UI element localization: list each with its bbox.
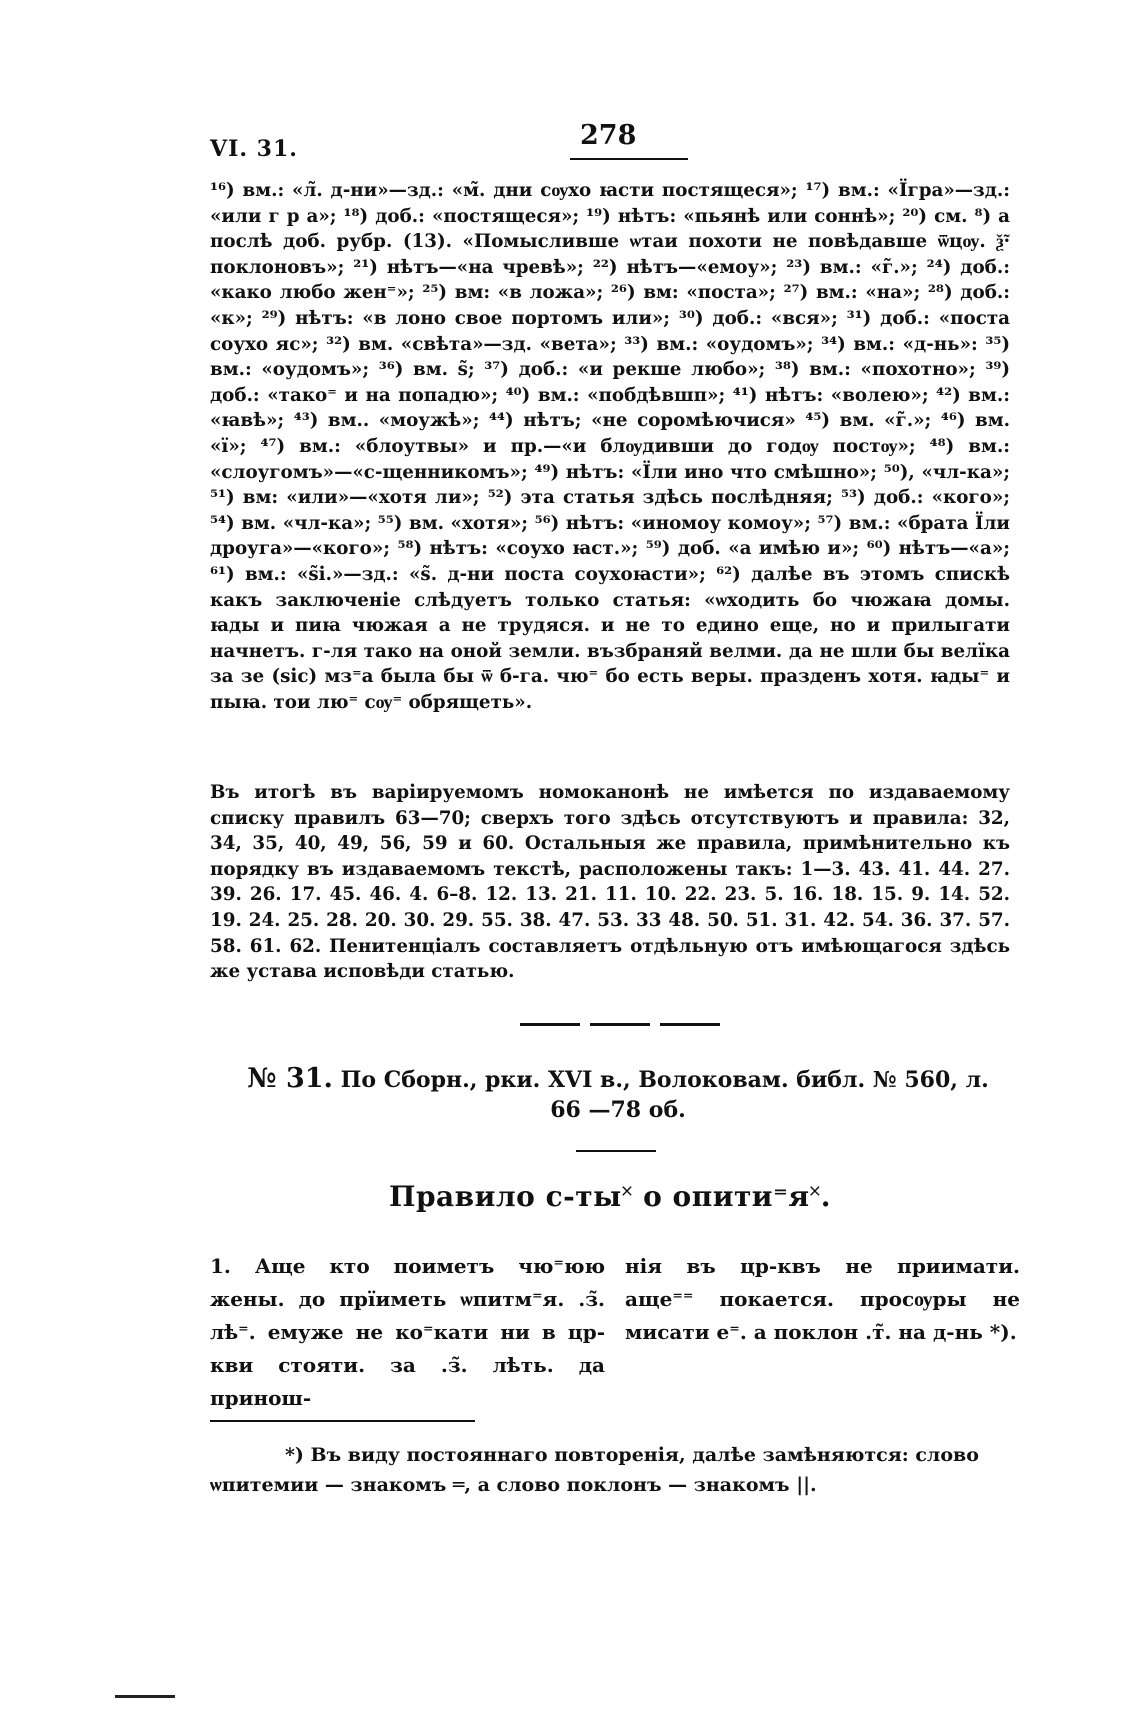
- page-header: [210, 120, 990, 180]
- header-rule: [570, 158, 688, 160]
- section-label: VI. 31.: [210, 136, 298, 162]
- separator-dash: [520, 1023, 580, 1026]
- document-heading: [238, 1064, 998, 1125]
- rule-1-right-column: нія въ цр-квъ не приимати. аще⁼⁼ покается. просѹры не мисати е⁼. а поклон .т̃. на д-нь *).: [625, 1254, 1020, 1344]
- rule-1-left-column: 1. Аще кто поиметъ чю⁼юю жены. до прїиметь ѡпитм⁼я. .з̃. лѣ⁼. емуже не ко⁼кати ни в цр-кви стояти. за .з̃. лѣть. да принош-: [210, 1254, 605, 1410]
- summary-paragraph: Въ итогѣ въ варіируемомъ номоканонѣ не имѣется по издаваемому списку правилъ 63—70; сверхъ того здѣсь отсутствуютъ и правила: 32, 34, 35, 40, 49, 56, 59 и 60. Остальныя же правила, примѣнительно къ порядку въ издаваемомъ текстѣ, расположены такъ: 1—3. 43. 41. 44. 27. 39. 26. 17. 45. 46. 4. 6–8. 12. 13. 21. 11. 10. 22. 23. 5. 16. 18. 15. 9. 14. 52. 19. 24. 25. 28. 20. 30. 29. 55. 38. 47. 53. 33 48. 50. 51. 31. 42. 54. 36. 37. 57. 58. 61. 62. Пенитенціалъ составляетъ отдѣльную отъ имѣющагося здѣсь же устава исповѣди статью.: [210, 782, 1010, 983]
- document-source: По Сборн., рки. XVI в., Волоковам. библ. № 560, л. 66 —78 об.: [340, 1067, 989, 1123]
- document-number: № 31.: [247, 1063, 333, 1094]
- scan-mark: [115, 1695, 175, 1698]
- heading-rule: [576, 1150, 656, 1152]
- separator-dash: [590, 1023, 650, 1026]
- footnote: *) Въ виду постояннаго повторенія, далѣе замѣняются: слово ѡпитемии — знакомъ ═, а слово поклонъ — знакомъ ||.: [210, 1444, 979, 1496]
- separator-dash: [660, 1023, 720, 1026]
- variant-notes: ¹⁶) вм.: «л̃. д-ни»—зд.: «м̃. дни сѹхо ꙗсти постящеся»; ¹⁷) вм.: «Їгра»—зд.: «или г р а»; ¹⁸) доб.: «постящеся»; ¹⁹) нѣтъ: «пьянѣ или соннѣ»; ²⁰) см. ⁸) а послѣ доб. рубр. (13). «Помысливше ѡтаи похоти не повѣдавше ѿцѹ. ѯ̃· поклоновъ»; ²¹) нѣтъ—«на чревѣ»; ²²) нѣтъ—«емоу»; ²³) вм.: «г̃.»; ²⁴) доб.: «како любо жен⁼»; ²⁵) вм: «в ложа»; ²⁶) вм: «поста»; ²⁷) вм.: «на»; ²⁸) доб.: «к»; ²⁹) нѣтъ: «в лоно свое портомъ или»; ³⁰) доб.: «вся»; ³¹) доб.: «поста соухо яс»; ³²) вм. «свѣта»—зд. «вета»; ³³) вм.: «оудомъ»; ³⁴) вм.: «д-нь»: ³⁵) вм.: «оудомъ»; ³⁶) вм. ѕ̃; ³⁷) доб.: «и рекше любо»; ³⁸) вм.: «похотно»; ³⁹) доб.: «тако⁼ и на попадю»; ⁴⁰) вм.: «побдѣвшп»; ⁴¹) нѣтъ: «волею»; ⁴²) вм.: «ꙗвѣ»; ⁴³) вм.. «моужѣ»; ⁴⁴) нѣтъ; «не соромѣючися» ⁴⁵) вм. «г̃.»; ⁴⁶) вм. «ї»; ⁴⁷) вм.: «блоутвы» и пр.—«и блѹдивши до годѹ постѹ»; ⁴⁸) вм.: «слоугомъ»—«с-щенникомъ»; ⁴⁹) нѣтъ: «Їли ино что смѣшно»; ⁵⁰), «чл-ка»; ⁵¹) вм: «или»—«хотя ли»; ⁵²) эта статья здѣсь послѣдняя; ⁵³) доб.: «кого»; ⁵⁴) вм. «чл-ка»; ⁵⁵) вм. «хотя»; ⁵⁶) нѣтъ: «иномоу комоу»; ⁵⁷) вм.: «брата Їли дроуга»—«кого»; ⁵⁸) нѣтъ: «соухо ꙗст.»; ⁵⁹) доб. «а имѣю и»; ⁶⁰) нѣтъ—«а»; ⁶¹) вм.: «ѕ̃і.»—зд.: «ѕ̃. д-ни поста соухоꙗсти»; ⁶²) далѣе въ этомъ спискѣ какъ заключеніе слѣдуетъ только статья: «ѡходить бо чюжаꙗ домы. ꙗды и пиꙗ чюжая а не трудяся. и не то едино еще, но и прилыгати начнетъ. г-ля тако на оной земли. възбраняй велми. да не шли бы велїка за зе (sic) мз⁼а была бы ѿ б-га. чю⁼ бо есть веры. празденъ хотя. ꙗды⁼ и пыꙗ. тои лю⁼ сѹ⁼ обрящеть».: [210, 180, 1010, 713]
- section-separator: [520, 1023, 720, 1026]
- footnote-rule: [210, 1420, 475, 1422]
- text-title: Правило с-ты˟ о опити⁼я˟.: [389, 1180, 831, 1213]
- page-number: 278: [580, 120, 637, 151]
